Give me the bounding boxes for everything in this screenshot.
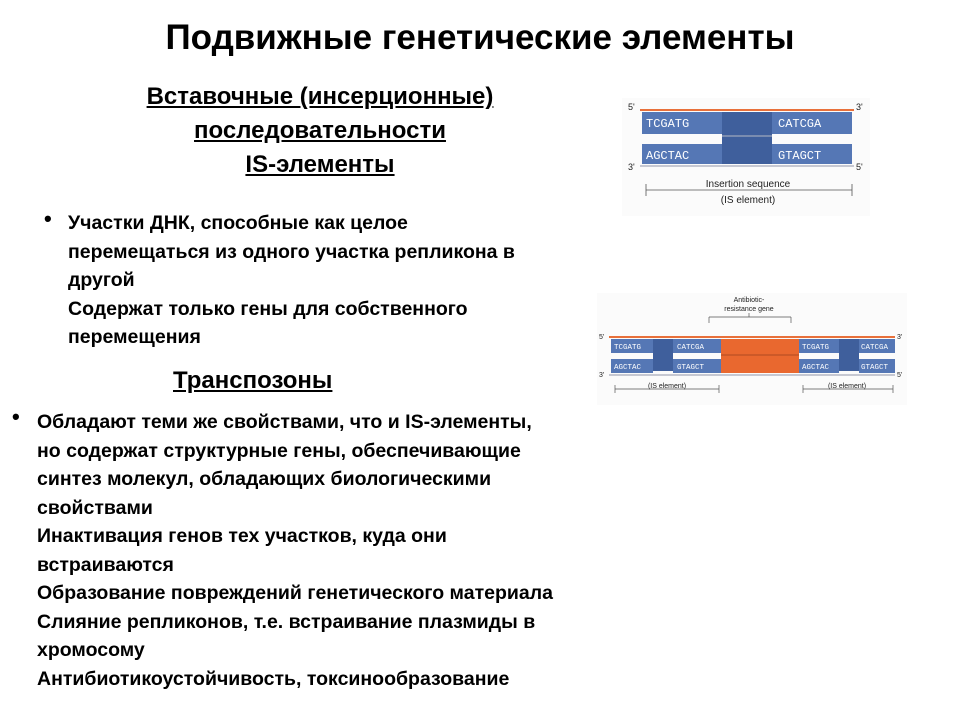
- t-three-prime-top: 3': [897, 334, 903, 341]
- transposon-description: [37, 408, 553, 693]
- top-right-seq: CATCGA: [778, 117, 822, 131]
- subtitle-line-1: Вставочные (инсерционные): [146, 83, 494, 110]
- caption-line-1: Insertion sequence: [705, 179, 791, 190]
- five-prime-top: 5': [628, 102, 635, 112]
- caption-line-2: (IS element): [720, 195, 776, 206]
- tr-line-2: но содержат структурные гены, обеспечивающие: [37, 439, 521, 462]
- tr-line-7: Образование повреждений генетического материала: [37, 582, 553, 604]
- is-line-5: перемещения: [68, 326, 201, 348]
- subtitle-line-2: последовательности: [194, 117, 446, 144]
- seq-bottom-3: AGCTAC: [802, 364, 830, 372]
- seq-top-2: CATCGA: [677, 344, 705, 352]
- tr-line-8: Слияние репликонов, т.е. встраивание плазмиды в: [37, 610, 536, 633]
- seq-bottom-2: GTAGCT: [677, 364, 705, 372]
- is-line-4: Содержат только гены для собственного: [68, 297, 468, 320]
- resistance-gene-block: [721, 339, 799, 373]
- seq-top-4: CATCGA: [861, 344, 889, 352]
- slide-title: Подвижные генетические элементы: [165, 18, 795, 57]
- tr-line-3: синтез молекул, обладающих биологическими: [37, 468, 492, 490]
- tr-line-9: хромосому: [37, 639, 145, 661]
- subtitle-line-3: IS-элементы: [245, 151, 395, 178]
- gene-label-line-2: resistance gene: [724, 306, 774, 313]
- is-description: [68, 209, 515, 352]
- left-is-caption: (IS element): [647, 383, 687, 390]
- top-left-seq: TCGATG: [646, 117, 690, 131]
- tr-line-5: Инактивация генов тех участков, куда они: [37, 525, 447, 547]
- seq-bottom-1: AGCTAC: [614, 364, 642, 372]
- transposon-diagram: [597, 293, 907, 405]
- is-line-2: перемещаться из одного участка репликона в: [68, 240, 515, 263]
- three-prime-bottom: 3': [628, 162, 635, 172]
- t-five-prime-bottom: 5': [897, 372, 903, 379]
- bullet-transposon: •: [12, 404, 20, 429]
- tr-line-10: Антибиотикоустойчивость, токсинообразование: [37, 667, 510, 690]
- tr-line-6: встраиваются: [37, 553, 174, 576]
- right-is-caption: (IS element): [827, 383, 867, 390]
- is-element-diagram: [622, 98, 870, 216]
- insert-block: [722, 112, 772, 164]
- t-three-prime-bottom: 3': [599, 372, 605, 379]
- seq-bottom-4: GTAGCT: [861, 364, 889, 372]
- seq-top-3: TCGATG: [802, 344, 830, 352]
- bottom-right-seq: GTAGCT: [778, 149, 822, 163]
- t-five-prime-top: 5': [599, 334, 605, 341]
- seq-top-1: TCGATG: [614, 344, 642, 352]
- transposons-title: Транспозоны: [173, 367, 333, 394]
- bottom-left-seq: AGCTAC: [646, 149, 690, 163]
- is-subtitle: [60, 80, 580, 182]
- bullet-is: •: [44, 206, 52, 231]
- is-line-3: другой: [68, 269, 135, 291]
- tr-line-4: свойствами: [37, 496, 153, 519]
- tr-line-1: Обладают теми же свойствами, что и IS-элементы,: [37, 411, 532, 433]
- five-prime-bottom: 5': [856, 162, 863, 172]
- gene-label-line-1: Antibiotic-: [733, 297, 765, 304]
- three-prime-top: 3': [856, 102, 863, 112]
- is-line-1: Участки ДНК, способные как целое: [68, 212, 408, 234]
